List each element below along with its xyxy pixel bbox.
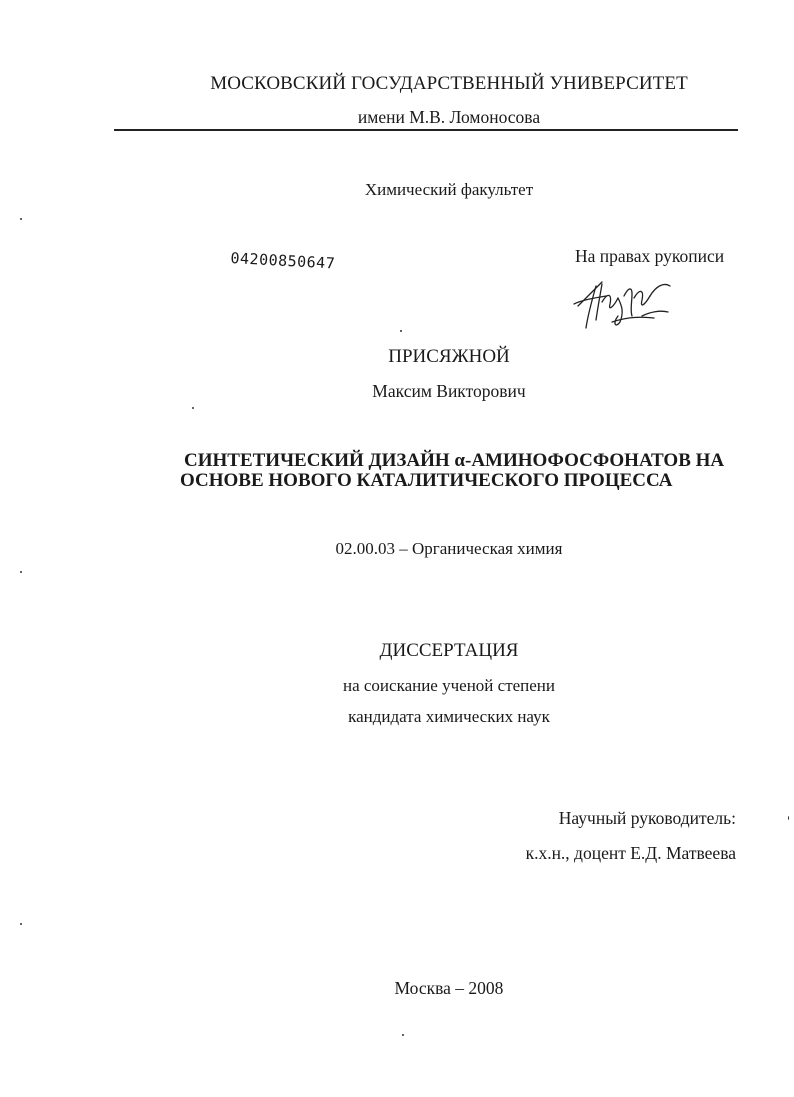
scan-speck [402,1034,404,1036]
scan-speck [400,330,402,332]
manuscript-rights-note: На правах рукописи [575,246,725,266]
scan-speck [788,816,789,820]
signature-icon [572,276,680,332]
specialty-code: 02.00.03 – Органическая химия [335,539,563,558]
degree-line-1: на соискание ученой степени [342,676,556,695]
faculty-name: Химический факультет [364,180,534,199]
scan-speck [20,571,22,573]
advisor-name: к.х.н., доцент Е.Д. Матвеева [525,843,736,863]
degree-line-2: кандидата химических наук [348,707,550,726]
scan-speck [192,407,194,409]
stamp-number: 04200850647 [230,249,336,273]
dissertation-title-line-1: СИНТЕТИЧЕСКИЙ ДИЗАЙН α-АМИНОФОСФОНАТОВ НА [184,450,725,471]
city-year: Москва – 2008 [394,978,504,998]
dissertation-title-line-2: ОСНОВЕ НОВОГО КАТАЛИТИЧЕСКОГО ПРОЦЕССА [180,470,673,491]
university-name: МОСКОВСКИЙ ГОСУДАРСТВЕННЫЙ УНИВЕРСИТЕТ [210,73,688,94]
advisor-label: Научный руководитель: [558,808,736,828]
university-named-after: имени М.В. Ломоносова [357,107,541,127]
author-given-names: Максим Викторович [372,381,526,401]
scan-speck [20,218,22,220]
document-type: ДИССЕРТАЦИЯ [379,640,519,661]
header-rule [114,129,738,131]
scan-speck [20,923,22,925]
author-surname: ПРИСЯЖНОЙ [388,346,510,367]
